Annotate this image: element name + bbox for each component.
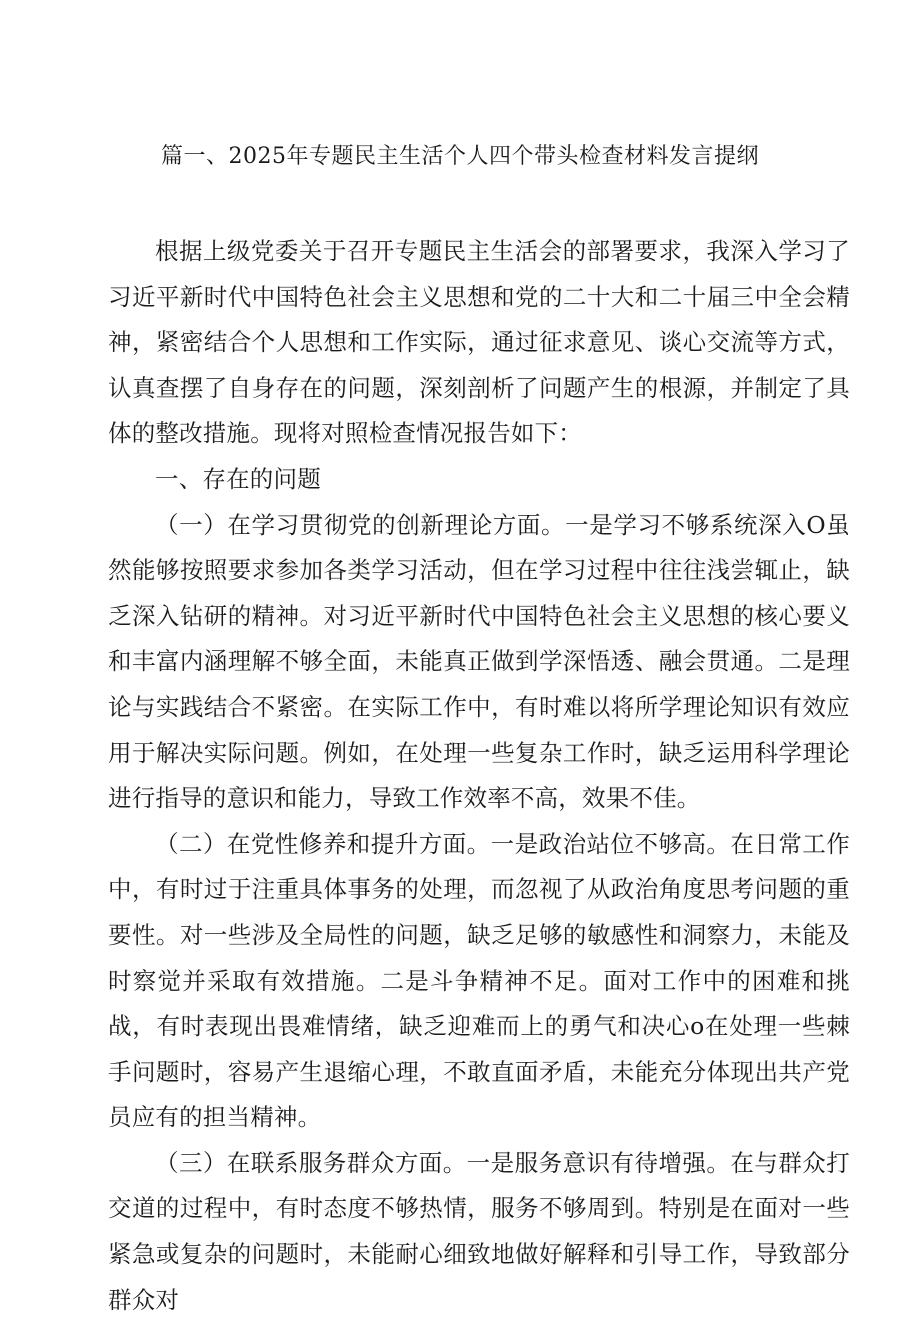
paragraph-intro: 根据上级党委关于召开专题民主生活会的部署要求，我深入学习了习近平新时代中国特色社会主义思想和党的二十大和二十届三中全会精神，紧密结合个人思想和工作实际，通过征求意见、谈心交流等方式，认真查摆了自身存在的问题，深刻剖析了问题产生的根源，并制定了具体的整改措施。现将对照检查情况报告如下： (108, 237, 850, 448)
document-body (108, 229, 850, 1323)
document-title: 篇一、2025年专题民主生活个人四个带头检查材料发言提纲 (161, 144, 759, 169)
paragraph-serving-masses: （三）在联系服务群众方面。一是服务意识有待增强。在与群众打交道的过程中，有时态度不够热情，服务不够周到。特别是在面对一些紧急或复杂的问题时，未能耐心细致地做好解释和引导工作，导致部分群众对 (108, 1148, 850, 1314)
paragraph-party-spirit: （二）在党性修养和提升方面。一是政治站位不够高。在日常工作中，有时过于注重具体事务的处理，而忽视了从政治角度思考问题的重要性。对一些涉及全局性的问题，缺乏足够的敏感性和洞察力，未能及时察觉并采取有效措施。二是斗争精神不足。面对工作中的困难和挑战，有时表现出畏难情绪，缺乏迎难而上的勇气和决心o在处理一些棘手问题时，容易产生退缩心理，不敢直面矛盾，未能充分体现出共产党员应有的担当精神。 (108, 829, 850, 1132)
section-heading-problems: 一、存在的问题 (155, 464, 321, 493)
paragraph-theory-study: （一）在学习贯彻党的创新理论方面。一是学习不够系统深入O虽然能够按照要求参加各类学习活动，但在学习过程中往往浅尝辄止，缺乏深入钻研的精神。对习近平新时代中国特色社会主义思想的核心要义和丰富内涵理解不够全面，未能真正做到学深悟透、融会贯通。二是理论与实践结合不紧密。在实际工作中，有时难以将所学理论知识有效应用于解决实际问题。例如，在处理一些复杂工作时，缺乏运用科学理论进行指导的意识和能力，导致工作效率不高，效果不佳。 (108, 510, 850, 813)
